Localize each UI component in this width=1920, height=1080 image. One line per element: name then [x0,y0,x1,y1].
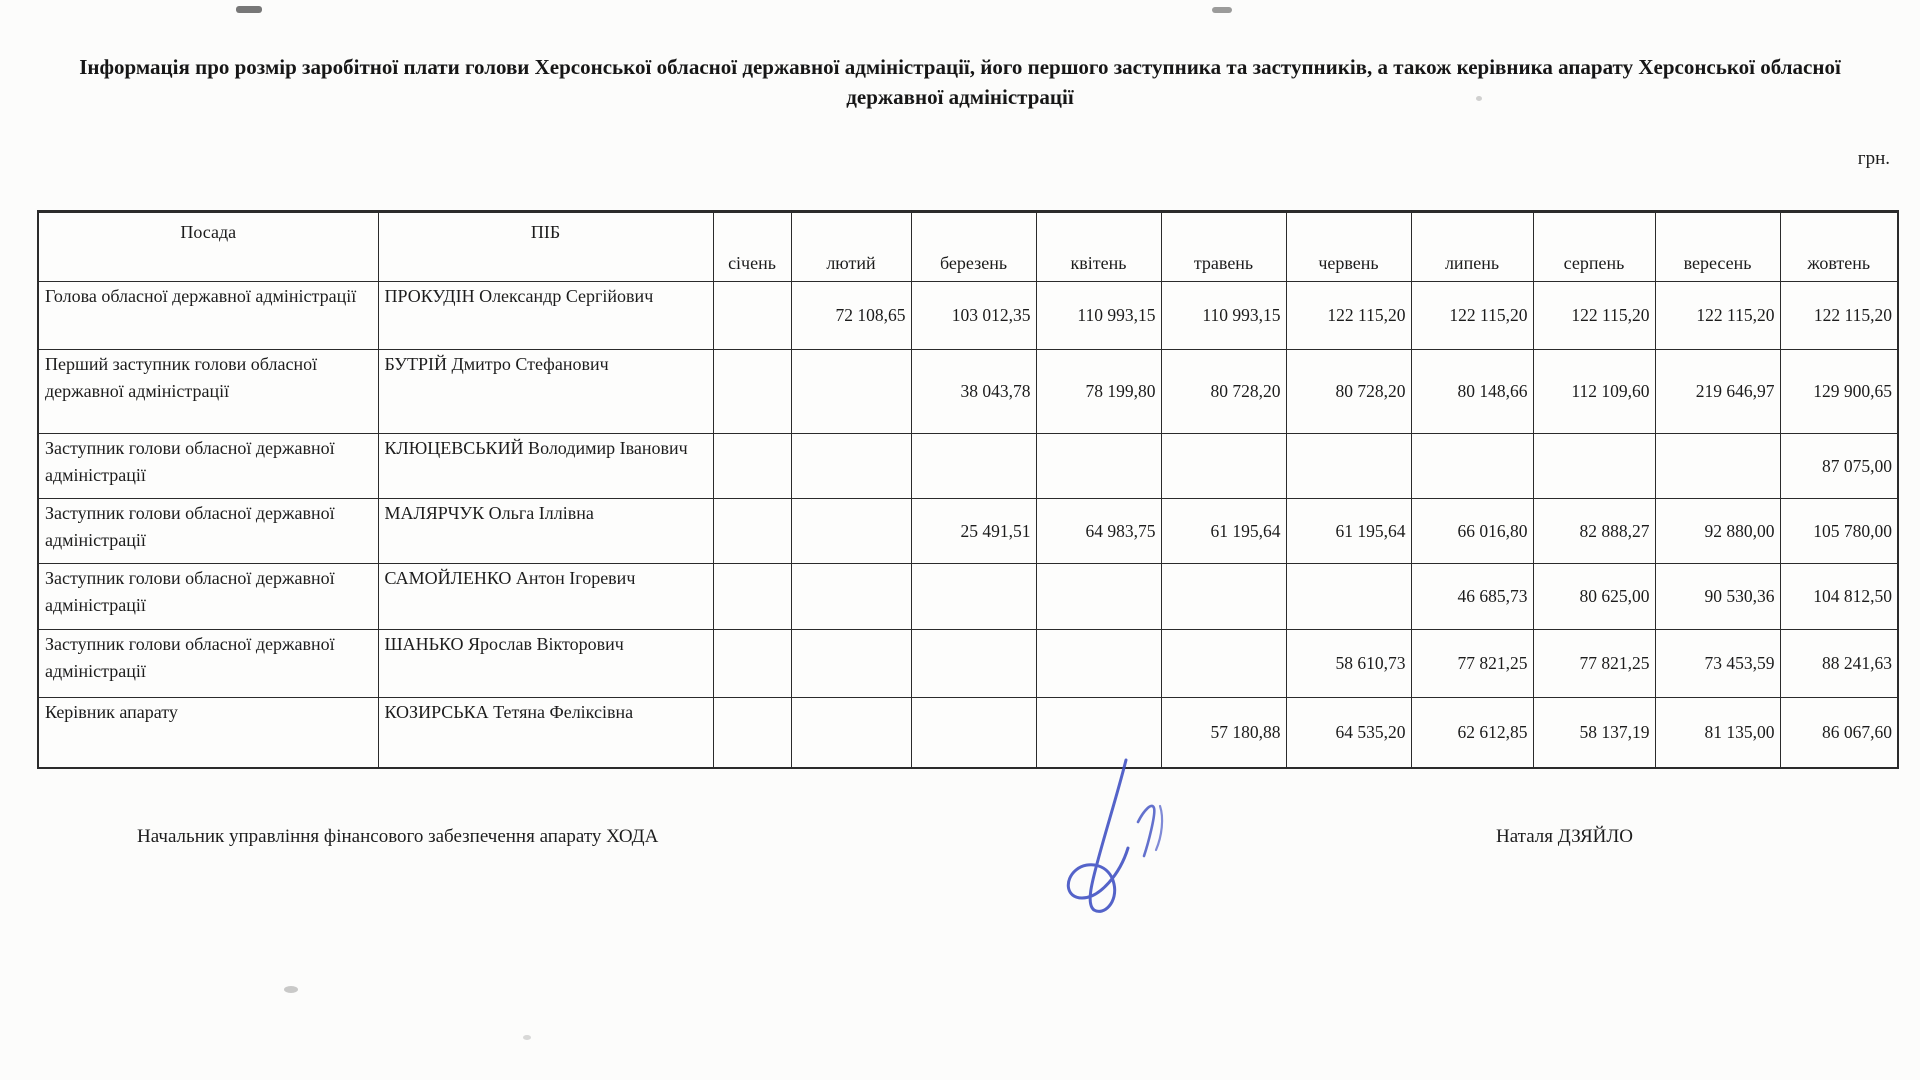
salary-cell [911,630,1036,698]
salary-cell [1286,564,1411,630]
scan-artifact [284,986,298,993]
salary-cell [791,698,911,768]
salary-cell: 122 115,20 [1286,282,1411,350]
col-header-april: квітень [1036,212,1161,282]
position-cell: Керівник апарату [38,698,378,768]
salary-cell [713,350,791,434]
salary-cell: 62 612,85 [1411,698,1533,768]
salary-cell [1161,630,1286,698]
position-cell: Голова обласної державної адміністрації [38,282,378,350]
position-cell: Заступник голови обласної державної адміністрації [38,564,378,630]
col-header-pib: ПІБ [378,212,713,282]
col-header-august: серпень [1533,212,1655,282]
signatory-name: Наталя ДЗЯЙЛО [1496,826,1633,847]
salary-cell: 105 780,00 [1780,499,1898,564]
salary-cell: 25 491,51 [911,499,1036,564]
col-header-july: липень [1411,212,1533,282]
table-row [38,350,1898,434]
table-row [38,564,1898,630]
table-row [38,698,1898,768]
name-cell: БУТРІЙ Дмитро Стефанович [378,350,713,434]
salary-cell: 104 812,50 [1780,564,1898,630]
col-header-march: березень [911,212,1036,282]
col-header-october: жовтень [1780,212,1898,282]
salary-cell: 80 148,66 [1411,350,1533,434]
salary-cell: 66 016,80 [1411,499,1533,564]
salary-cell [713,698,791,768]
salary-cell [791,564,911,630]
salary-cell: 57 180,88 [1161,698,1286,768]
salary-cell: 77 821,25 [1533,630,1655,698]
salary-cell: 129 900,65 [1780,350,1898,434]
name-cell: КЛЮЦЕВСЬКИЙ Володимир Іванович [378,434,713,499]
salary-cell: 80 625,00 [1533,564,1655,630]
name-cell: ПРОКУДІН Олександр Сергійович [378,282,713,350]
salary-cell: 88 241,63 [1780,630,1898,698]
col-header-posada: Посада [38,212,378,282]
salary-cell: 122 115,20 [1411,282,1533,350]
scan-artifact [236,6,262,13]
salary-cell [791,350,911,434]
document-title: Інформація про розмір заробітної плати голови Херсонської обласної державної адміністрації, його першого заступника та заступників, а також керівника апарату Херсонської обласної державної адміністрації [79,55,1841,110]
salary-cell [713,564,791,630]
salary-cell [1655,434,1780,499]
salary-cell [713,499,791,564]
signatory-title: Начальник управління фінансового забезпечення апарату ХОДА [137,826,659,847]
salary-cell: 46 685,73 [1411,564,1533,630]
name-cell: КОЗИРСЬКА Тетяна Феліксівна [378,698,713,768]
salary-cell [911,434,1036,499]
table-row [38,434,1898,499]
salary-cell: 64 983,75 [1036,499,1161,564]
salary-cell: 80 728,20 [1161,350,1286,434]
salary-cell: 38 043,78 [911,350,1036,434]
salary-cell: 86 067,60 [1780,698,1898,768]
position-cell: Заступник голови обласної державної адміністрації [38,434,378,499]
salary-cell: 81 135,00 [1655,698,1780,768]
col-header-may: травень [1161,212,1286,282]
salary-cell [1161,564,1286,630]
salary-cell [911,564,1036,630]
salary-cell: 82 888,27 [1533,499,1655,564]
salary-cell: 80 728,20 [1286,350,1411,434]
salary-cell: 64 535,20 [1286,698,1411,768]
salary-cell [911,698,1036,768]
salary-cell: 103 012,35 [911,282,1036,350]
name-cell: САМОЙЛЕНКО Антон Ігоревич [378,564,713,630]
table-header-row [38,212,1898,282]
col-header-january: січень [713,212,791,282]
salary-cell: 73 453,59 [1655,630,1780,698]
salary-cell [791,630,911,698]
salary-cell [1036,630,1161,698]
salary-cell: 122 115,20 [1533,282,1655,350]
salary-table [37,210,1899,769]
salary-cell [713,434,791,499]
salary-cell [1036,564,1161,630]
salary-cell: 122 115,20 [1780,282,1898,350]
name-cell: МАЛЯРЧУК Ольга Іллівна [378,499,713,564]
col-header-september: вересень [1655,212,1780,282]
salary-cell [713,282,791,350]
salary-cell [1286,434,1411,499]
salary-cell [1411,434,1533,499]
table-row [38,282,1898,350]
salary-cell: 78 199,80 [1036,350,1161,434]
position-cell: Заступник голови обласної державної адміністрації [38,499,378,564]
salary-cell: 87 075,00 [1780,434,1898,499]
salary-cell [1161,434,1286,499]
salary-cell: 90 530,36 [1655,564,1780,630]
name-cell: ШАНЬКО Ярослав Вікторович [378,630,713,698]
currency-label: грн. [1857,148,1890,169]
scan-artifact [1212,7,1232,13]
salary-cell: 61 195,64 [1286,499,1411,564]
salary-cell: 58 137,19 [1533,698,1655,768]
handwritten-signature [1048,752,1208,922]
salary-cell: 61 195,64 [1161,499,1286,564]
table-row [38,499,1898,564]
salary-cell [791,499,911,564]
position-cell: Перший заступник голови обласної державної адміністрації [38,350,378,434]
salary-cell: 122 115,20 [1655,282,1780,350]
salary-cell: 110 993,15 [1161,282,1286,350]
salary-cell [791,434,911,499]
salary-cell: 72 108,65 [791,282,911,350]
col-header-february: лютий [791,212,911,282]
salary-cell [1533,434,1655,499]
salary-cell: 58 610,73 [1286,630,1411,698]
scan-artifact [523,1035,531,1040]
salary-cell [1036,434,1161,499]
position-cell: Заступник голови обласної державної адміністрації [38,630,378,698]
table-row [38,630,1898,698]
salary-cell: 112 109,60 [1533,350,1655,434]
salary-cell: 110 993,15 [1036,282,1161,350]
salary-cell: 219 646,97 [1655,350,1780,434]
salary-cell [713,630,791,698]
salary-cell: 92 880,00 [1655,499,1780,564]
col-header-june: червень [1286,212,1411,282]
salary-cell: 77 821,25 [1411,630,1533,698]
